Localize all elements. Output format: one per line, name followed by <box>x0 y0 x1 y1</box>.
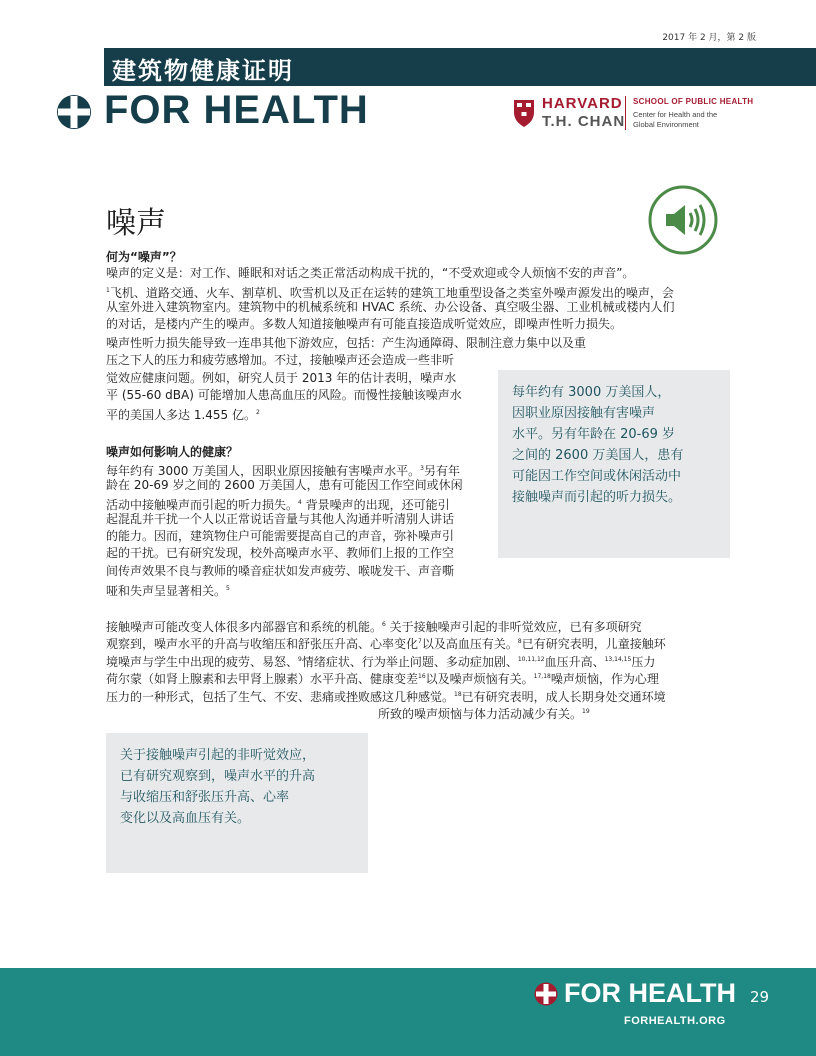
heading-health-effects: 噪声如何影响人的健康？ <box>106 445 239 459</box>
para1-line: 压之下人的压力和疲劳感增加。不过，接触噪声还会造成一些非听 <box>106 353 455 367</box>
para2-line: 间传声效果不良与教师的嗓音症状如发声疲劳、喉咙发干、声音嘶 <box>106 564 455 578</box>
speaker-icon <box>648 185 718 255</box>
footer-brand: FOR HEALTH <box>564 978 736 1008</box>
page-number: 29 <box>750 988 770 1006</box>
para3-line: 接触噪声可能改变人体很多内部器官和系统的机能。$^6$ 关于接触噪声引起的非听觉效应，已有多项研究 <box>106 620 642 634</box>
callout-line: 每年约有 3000 万美国人， <box>512 385 671 400</box>
callout-line: 变化以及高血压有关。 <box>120 811 251 826</box>
para1-line: 的对话，是楼内产生的噪声。多数人知道接触噪声有可能直接造成听觉效应，即噪声性听力损失。 <box>106 317 623 331</box>
callout-box-2 <box>106 733 368 873</box>
para1-line: 噪声的定义是：对工作、睡眠和对话之类正常活动构成干扰的，“不受欢迎或令人烦恼不安的声音”。 <box>106 266 635 280</box>
footnote-ref: 2 <box>255 409 260 416</box>
callout-line: 水平。另有年龄在 20-69 岁 <box>512 427 676 442</box>
edition-date: 2017 年 2 月，第 2 版 <box>662 33 756 43</box>
para2-line: 龄在 20-69 岁之间的 2600 万美国人，患有可能因工作空间或休闲 <box>106 478 463 492</box>
para3-line: 观察到，噪声水平的升高与收缩压和舒张压升高、心率变化$^7$以及高血压有关。$^8$已有研究表明，儿童接触环 <box>106 637 666 651</box>
footer-url-link[interactable]: FORHEALTH.ORG <box>624 1015 726 1027</box>
callout-line: 已有研究观察到，噪声水平的升高 <box>120 769 316 784</box>
para1-line: 从室外进入建筑物室内。建筑物中的机械系统和 HVAC 系统、办公设备、真空吸尘器、工业机械或楼内人们 <box>106 300 675 314</box>
callout-line: 之间的 2600 万美国人，患有 <box>512 448 684 463</box>
para2-line: 每年约有 3000 万美国人，因职业原因接触有害噪声水平。$^3$另有年 <box>106 464 461 478</box>
para2-line: 哑和失声呈显著相关。$^5$ <box>106 584 230 598</box>
para1-line: 噪声性听力损失能导致一连串其他下游效应，包括：产生沟通障碍、限制注意力集中以及重 <box>106 336 587 350</box>
harvard-wordmark: HARVARD <box>542 95 623 112</box>
center-name-line2: Global Environment <box>633 120 699 129</box>
para1-line: 平的美国人多达 1.455 亿。$^2$ <box>106 408 260 422</box>
brand-logo-text: FOR HEALTH <box>104 88 369 132</box>
section-title: 噪声 <box>106 206 166 241</box>
center-name-line1: Center for Health and the <box>633 110 718 119</box>
thchan-wordmark: T.H. CHAN <box>542 113 626 130</box>
para2-line: 起的干扰。已有研究发现，校外高噪声水平、教师们上报的工作空 <box>106 546 455 560</box>
para1-line: $^1$飞机、道路交通、火车、割草机、吹雪机以及正在运转的建筑工地重型设备之类室外噪声源发出的噪声，会 <box>106 286 674 300</box>
para1-line: 觉效应健康问题。例如，研究人员于 2013 年的估计表明，噪声水 <box>106 371 457 385</box>
callout-line: 因职业原因接触有害噪声 <box>512 406 656 421</box>
page-title: 建筑物健康证明 <box>112 57 294 85</box>
cross-logo-icon <box>56 94 92 130</box>
logo-divider <box>625 96 626 130</box>
callout-box-1 <box>498 370 730 558</box>
para3-line: 压力的一种形式，包括了生气、不安、悲痛或挫败感这几种感觉。$^{18}$已有研究表明，成人长期身处交通环境 <box>106 690 666 704</box>
school-name: SCHOOL OF PUBLIC HEALTH <box>633 97 754 106</box>
callout-line: 关于接触噪声引起的非听觉效应， <box>120 748 316 763</box>
footer-cross-icon <box>534 982 558 1006</box>
callout-line: 接触噪声而引起的听力损失。 <box>512 490 682 505</box>
para3-line: 所致的噪声烦恼与体力活动减少有关。$^{19}$ <box>378 707 590 721</box>
harvard-shield-icon <box>512 98 536 128</box>
callout-line: 与收缩压和舒张压升高、心率 <box>120 790 290 805</box>
callout-line: 可能因工作空间或休闲活动中 <box>512 469 682 484</box>
para2-line: 起混乱并干扰一个人以正常说话音量与其他人沟通并听清别人讲话 <box>106 512 455 526</box>
footnote-ref: 1 <box>106 287 110 294</box>
para3-line: 境噪声与学生中出现的疲劳、易怒、$^9$情绪症状、行为举止问题、多动症加剧、$^{10,11,12}$血压升高、$^{13,14,15}$压力 <box>106 655 656 669</box>
para2-line: 活动中接触噪声而引起的听力损失。$^4$ 背景噪声的出现，还可能引 <box>106 498 450 512</box>
heading-what-is-noise: 何为“噪声”？ <box>106 250 182 264</box>
para2-line: 的能力。因而，建筑物住户可能需要提高自己的声音，弥补噪声引 <box>106 529 455 543</box>
para3-line: 荷尔蒙（如肾上腺素和去甲肾上腺素）水平升高、健康变差$^{16}$以及噪声烦恼有关。$^{17,18}$噪声烦恼，作为心理 <box>106 672 659 686</box>
para1-line: 平 (55-60 dBA) 可能增加人患高血压的风险。而慢性接触该噪声水 <box>106 388 462 402</box>
